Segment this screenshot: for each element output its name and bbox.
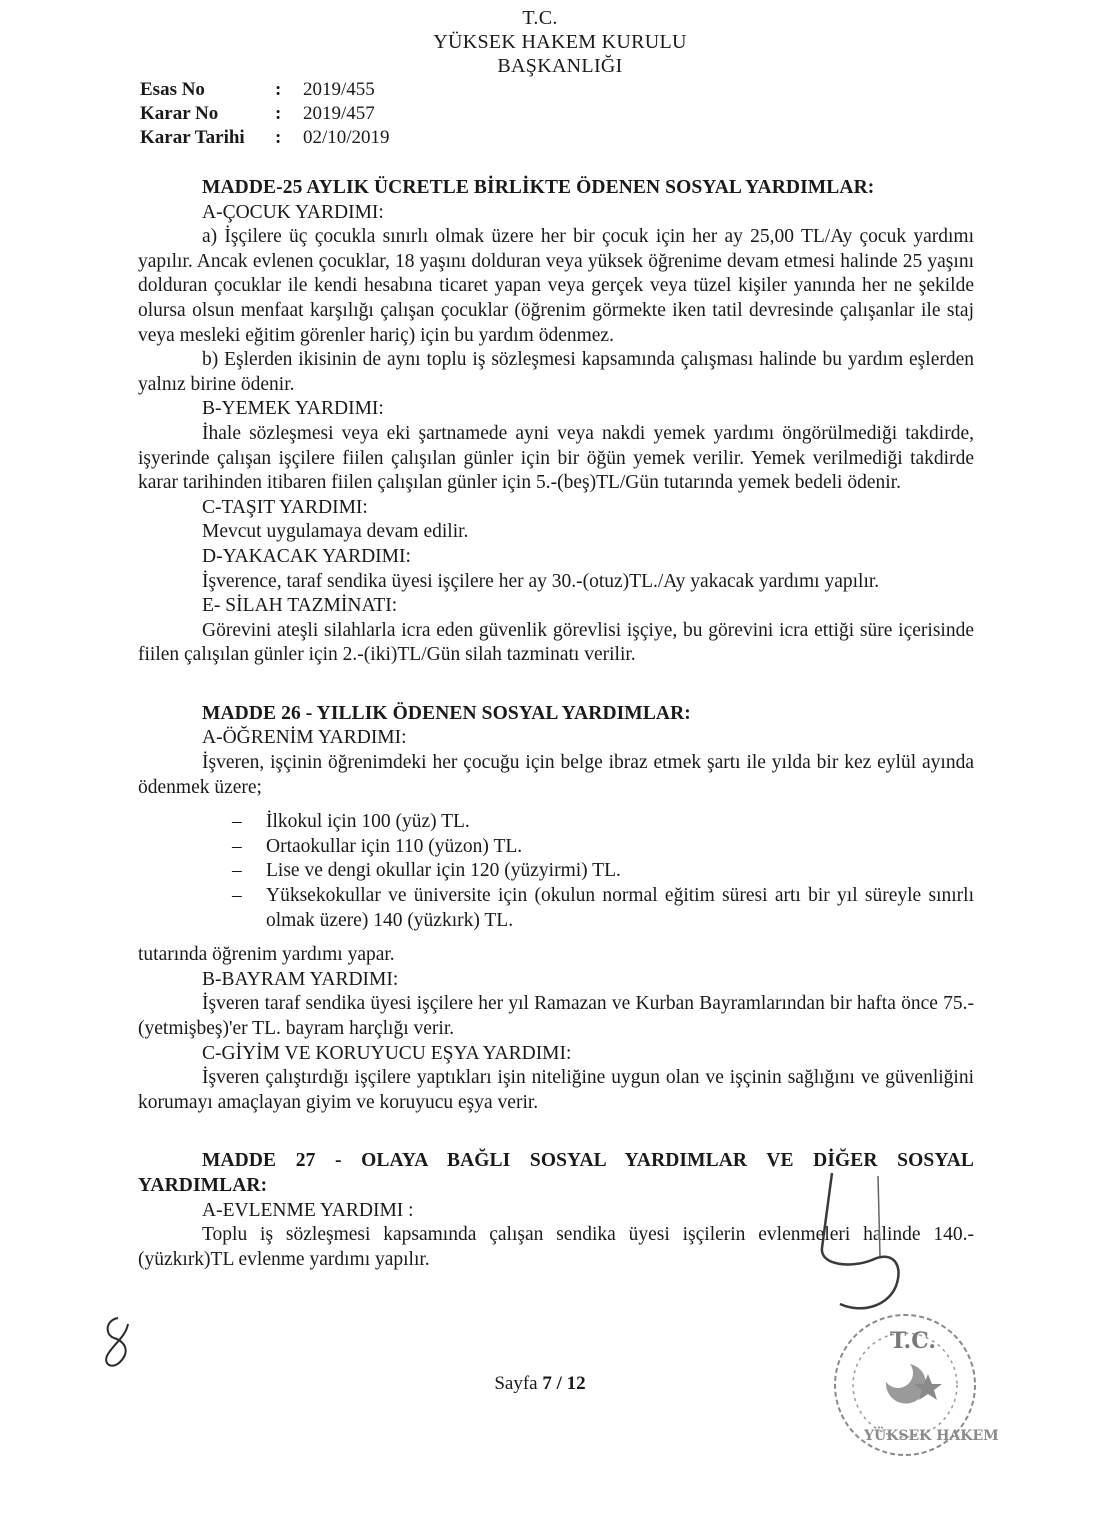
page-number-total: 12 <box>566 1373 586 1394</box>
madde26-b-title: B-BAYRAM YARDIMI: <box>202 968 399 990</box>
header-presidency: BAŞKANLIĞI <box>497 55 623 77</box>
dash-marker: – <box>232 811 242 833</box>
karar-colon: : <box>275 103 282 124</box>
list-item-text: İlkokul için 100 (yüz) TL. <box>266 811 470 833</box>
list-item <box>232 835 974 860</box>
page-number-current: 7 <box>542 1373 552 1394</box>
list-item <box>232 810 974 835</box>
tarih-row <box>140 126 390 150</box>
tarih-value: 02/10/2019 <box>303 127 390 148</box>
header-institution: YÜKSEK HAKEM KURULU <box>433 31 687 53</box>
list-item-text: Lise ve dengi okullar için 120 (yüzyirmi) TL. <box>266 860 621 882</box>
stamp-top-text: T.C. <box>890 1328 936 1354</box>
tarih-colon: : <box>275 127 282 148</box>
madde25-c-title: C-TAŞIT YARDIMI: <box>202 496 368 518</box>
madde26-c-title: C-GİYİM VE KORUYUCU EŞYA YARDIMI: <box>202 1042 572 1064</box>
madde26-title: MADDE 26 - YILLIK ÖDENEN SOSYAL YARDIMLAR: <box>202 702 691 724</box>
document-body <box>138 176 974 1272</box>
madde25-e-title: E- SİLAH TAZMİNATI: <box>202 595 398 617</box>
madde26-b-paragraph: İşveren taraf sendika üyesi işçilere her yıl Ramazan ve Kurban Bayramlarından bir hafta önce 75.-(yetmişbeş)'er TL. bayram harçlığı verir. <box>138 993 974 1039</box>
document-header <box>0 6 1080 78</box>
list-item <box>232 884 974 933</box>
dash-marker: – <box>232 860 242 882</box>
esas-colon: : <box>275 79 282 100</box>
tarih-label: Karar Tarihi <box>140 127 245 148</box>
page-footer <box>0 1373 1080 1395</box>
handwritten-initial-mark <box>96 1312 140 1372</box>
case-metadata <box>140 78 390 150</box>
esas-label: Esas No <box>140 79 205 100</box>
stamp-bottom-text: YÜKSEK HAKEM <box>864 1428 999 1444</box>
page-number-prefix: Sayfa <box>494 1373 543 1394</box>
madde25-b-paragraph: İhale sözleşmesi veya eki şartnamede ayni veya nakdi yemek yardımı öngörülmediği takdirde, işyerinde çalışan işçilere fiilen çalışılan günler için bir öğün yemek verilir. Yemek verilmediği takdirde karar tarihinden itibaren fiilen çalışılan günler için 5.-(beş)TL/Gün tutarında yemek bedeli ödenir. <box>138 422 974 494</box>
madde25-a-paragraph2: b) Eşlerden ikisinin de aynı toplu iş sözleşmesi kapsamında çalışması halinde bu yardım eşlerden yalnız birine ödenir. <box>138 349 974 395</box>
education-amount-list <box>138 810 974 933</box>
madde25-title: MADDE-25 AYLIK ÜCRETLE BİRLİKTE ÖDENEN SOSYAL YARDIMLAR: <box>202 177 875 198</box>
madde25-c-paragraph: Mevcut uygulamaya devam edilir. <box>202 521 469 543</box>
list-item <box>232 859 974 884</box>
madde25-e-paragraph: Görevini ateşli silahlarla icra eden güvenlik görevlisi işçiye, bu görevini icra ettiği süre içerisinde fiilen çalışılan günler için 2.-(iki)TL/Gün silah tazminatı verilir. <box>138 619 974 666</box>
list-item-text: Ortaokullar için 110 (yüzon) TL. <box>266 835 523 857</box>
dash-marker: – <box>232 885 242 907</box>
madde25-d-title: D-YAKACAK YARDIMI: <box>202 545 411 567</box>
list-item-text: Yüksekokullar ve üniversite için (okulun normal eğitim süresi artı bir yıl süreyle sınırlı olmak üzere) 140 (yüzkırk) TL. <box>266 885 974 931</box>
madde26-a-tail: tutarında öğrenim yardımı yapar. <box>138 944 395 966</box>
madde25-a-paragraph1: a) İşçilere üç çocukla sınırlı olmak üzere her bir çocuk için her ay 25,00 TL/Ay çocuk yardımı yapılır. Ancak evlenen çocuklar, 18 yaşını dolduran veya yüksek öğrenime devam etmesi halinde 25 yaşını dolduran çocuklar ile kendi hesabına ticaret yapan veya gerçek veya tüzel kişiler yanında her ne şekilde olursa olsun menfaat karşılığı çalışan çocuklar (öğrenim görmekte iken tatil devresinde çalışanlar ile staj veya mesleki eğitim görenler hariç) için bu yardım ödenmez. <box>138 226 974 346</box>
page-number-separator: / <box>551 1373 567 1394</box>
karar-value: 2019/457 <box>303 103 375 124</box>
madde27-a-title: A-EVLENME YARDIMI : <box>202 1199 414 1221</box>
madde26-a-title: A-ÖĞRENİM YARDIMI: <box>202 727 407 749</box>
dash-marker: – <box>232 835 242 857</box>
madde25-b-title: B-YEMEK YARDIMI: <box>202 398 384 420</box>
header-tc: T.C. <box>522 7 558 29</box>
esas-value: 2019/455 <box>303 79 375 100</box>
karar-row <box>140 102 390 126</box>
madde25-a-title: A-ÇOCUK YARDIMI: <box>202 201 384 223</box>
madde26-a-paragraph: İşveren, işçinin öğrenimdeki her çocuğu için belge ibraz etmek şartı ile yılda bir kez eylül ayında ödenmek üzere; <box>138 752 974 798</box>
karar-label: Karar No <box>140 103 219 124</box>
madde27-a-paragraph: Toplu iş sözleşmesi kapsamında çalışan sendika üyesi işçilerin evlenmeleri halinde 140.-(yüzkırk)TL evlenme yardımı yapılır. <box>138 1224 974 1270</box>
madde27-title: MADDE 27 - OLAYA BAĞLI SOSYAL YARDIMLAR VE DİĞER SOSYAL YARDIMLAR: <box>138 1150 974 1196</box>
madde25-d-paragraph: İşverence, taraf sendika üyesi işçilere her ay 30.-(otuz)TL./Ay yakacak yardımı yapılır. <box>202 570 880 592</box>
madde26-c-paragraph: İşveren çalıştırdığı işçilere yaptıkları işin niteliğine uygun olan ve işçinin sağlığını ve güvenliğini korumayı amaçlayan giyim ve koruyucu eşya verir. <box>138 1067 974 1113</box>
esas-row <box>140 78 390 102</box>
